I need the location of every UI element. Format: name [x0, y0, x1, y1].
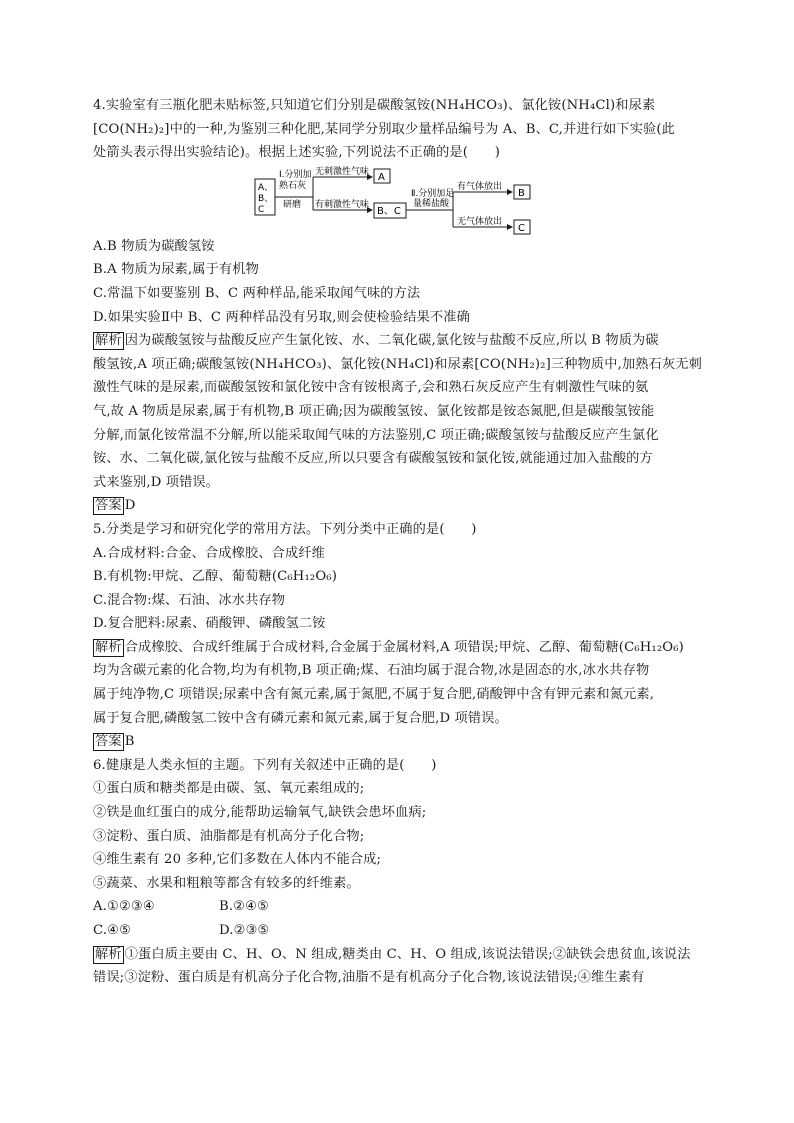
question-6-options-row	[93, 895, 705, 919]
question-6-option: C.④⑤	[93, 923, 132, 938]
question-6-analysis-line	[93, 943, 705, 967]
analysis-text: ①蛋白质主要由 C、H、O、N 组成,糖类由 C、H、O 组成,该说法错误;②缺铁会患贫血,该说法	[124, 946, 691, 962]
page-content	[93, 94, 705, 990]
answer-value: D	[124, 498, 136, 514]
question-5-option: A.合成材料:合金、合成橡胶、合成纤维	[93, 545, 326, 561]
question-6	[93, 754, 705, 990]
step2-text: 量稀盐酸	[413, 198, 450, 209]
gas-label: 有气体放出	[457, 181, 503, 192]
question-5-option: C.混合物:煤、石油、冰水共存物	[93, 592, 286, 608]
question-5-analysis-line: 属于复合肥,磷酸氢二铵中含有磷元素和氮元素,属于复合肥,D 项错误。	[93, 710, 508, 726]
question-4	[93, 94, 705, 518]
question-4-answer	[93, 494, 705, 518]
no-smell-label: 无刺激性气味	[315, 166, 370, 177]
question-6-statement: ⑤蔬菜、水果和粗粮等都含有较多的纤维素。	[93, 875, 360, 891]
question-4-analysis-line: 分解,而氯化铵常温不分解,所以能采取闻气味的方法鉴别,C 项正确;碳酸氢铵与盐酸反应产生氯化	[93, 427, 659, 443]
result-bc-label: B、C	[377, 205, 401, 217]
question-6-option: A.①②③④	[93, 899, 155, 915]
smell-label: 有刺激性气味	[315, 199, 370, 210]
question-4-option: D.如果实验Ⅱ中 B、C 两种样品没有另取,则会使检验结果不准确	[93, 309, 470, 325]
answer-tag: 答案	[95, 734, 122, 750]
question-6-statement: ③淀粉、蛋白质、油脂都是有机高分子化合物;	[93, 828, 365, 844]
analysis-tag: 解析	[95, 333, 122, 349]
result-a-label: A	[378, 171, 385, 183]
question-4-analysis-line: 激性气味的是尿素,而碳酸氢铵和氯化铵中含有铵根离子,会和熟石灰反应产生有刺激性气味的氨	[93, 380, 649, 396]
question-6-statement: ②铁是血红蛋白的成分,能帮助运输氧气,缺铁会患坏血病;	[93, 805, 427, 821]
question-6-options-row	[93, 919, 705, 943]
sample-a-label: A、	[258, 182, 274, 193]
question-6-option: D.②③⑤	[219, 923, 270, 938]
step1-text: 研磨	[283, 199, 302, 210]
question-5-analysis-line: 属于纯净物,C 项错误;尿素中含有氮元素,属于氮肥,不属于复合肥,硝酸钾中含有钾元素和氮元素,	[93, 687, 655, 703]
arrow-head	[507, 224, 513, 230]
question-5	[93, 518, 705, 754]
question-4-option: B.A 物质为尿素,属于有机物	[93, 262, 259, 278]
question-4-option: A.B 物质为碳酸氢铵	[93, 238, 215, 254]
arrow-head	[507, 189, 513, 195]
analysis-text: 合成橡胶、合成纤维属于合成材料,合金属于金属材料,A 项错误;甲烷、乙醇、葡萄糖(C₆H₁₂O₆)	[124, 639, 684, 655]
question-6-analysis-line: 错误;③淀粉、蛋白质是有机高分子化合物,油脂不是有机高分子化合物,该说法错误;④维生素有	[93, 970, 645, 986]
question-4-stem-line: 4.实验室有三瓶化肥未贴标签,只知道它们分别是碳酸氢铵(NH₄HCO₃)、氯化铵(NH₄Cl)和尿素	[93, 98, 656, 113]
analysis-tag: 解析	[95, 946, 122, 962]
step1-text: Ⅰ.分别加	[279, 169, 312, 180]
question-6-statement: ①蛋白质和糖类都是由碳、氢、氧元素组成的;	[93, 781, 365, 797]
answer-value: B	[124, 734, 135, 750]
question-4-stem-line: 处箭头表示得出实验结论)。根据上述实验,下列说法不正确的是( )	[93, 145, 501, 161]
sample-b-label: B、	[258, 193, 274, 204]
question-5-option: D.复合肥料:尿素、硝酸钾、磷酸氢二铵	[93, 616, 326, 632]
result-b-label: B	[518, 187, 525, 199]
question-6-option: B.②④⑤	[219, 899, 270, 915]
no-gas-label: 无气体放出	[457, 216, 503, 227]
result-c-label: C	[518, 222, 525, 234]
question-6-stem: 6.健康是人类永恒的主题。下列有关叙述中正确的是( )	[93, 757, 437, 773]
question-4-option: C.常温下如要鉴别 B、C 两种样品,能采取闻气味的方法	[93, 285, 421, 301]
step2-text: Ⅱ.分别加足	[411, 188, 455, 199]
question-4-stem-line: [CO(NH₂)₂]中的一种,为鉴别三种化肥,某同学分别取少量样品编号为 A、B、C,并进行如下实验(此	[93, 121, 676, 137]
question-4-analysis-line	[93, 329, 705, 353]
question-6-statement: ④维生素有 20 多种,它们多数在人体内不能合成;	[93, 852, 382, 868]
question-4-analysis-line: 式来鉴别,D 项错误。	[93, 474, 220, 490]
question-4-analysis-line: 酸氢铵,A 项正确;碳酸氢铵(NH₄HCO₃)、氯化铵(NH₄Cl)和尿素[CO(NH₂)₂]三种物质中,加熟石灰无刺	[93, 356, 702, 372]
flow-chart-svg	[253, 165, 553, 235]
answer-tag: 答案	[95, 498, 122, 514]
analysis-tag: 解析	[95, 639, 122, 655]
experiment-flow-diagram	[93, 165, 705, 235]
question-5-answer	[93, 730, 705, 754]
step1-text: 熟石灰	[279, 180, 307, 191]
question-4-analysis-line: 气,故 A 物质是尿素,属于有机物,B 项正确;因为碳酸氢铵、氯化铵都是铵态氮肥,但是碳酸氢铵能	[93, 403, 655, 419]
question-5-analysis-line	[93, 636, 705, 660]
question-5-stem: 5.分类是学习和研究化学的常用方法。下列分类中正确的是( )	[93, 521, 477, 537]
sample-c-label: C	[258, 204, 265, 215]
question-5-analysis-line: 均为含碳元素的化合物,均为有机物,B 项正确;煤、石油均属于混合物,冰是固态的水,冰水共存物	[93, 663, 650, 679]
analysis-text: 因为碳酸氢铵与盐酸反应产生氯化铵、水、二氧化碳,氯化铵与盐酸不反应,所以 B 物质为碳	[124, 333, 659, 349]
question-4-analysis-line: 铵、水、二氧化碳,氯化铵与盐酸不反应,所以只要含有碳酸氢铵和氯化铵,就能通过加入盐酸的方	[93, 451, 653, 467]
question-5-option: B.有机物:甲烷、乙醇、葡萄糖(C₆H₁₂O₆)	[93, 569, 338, 585]
